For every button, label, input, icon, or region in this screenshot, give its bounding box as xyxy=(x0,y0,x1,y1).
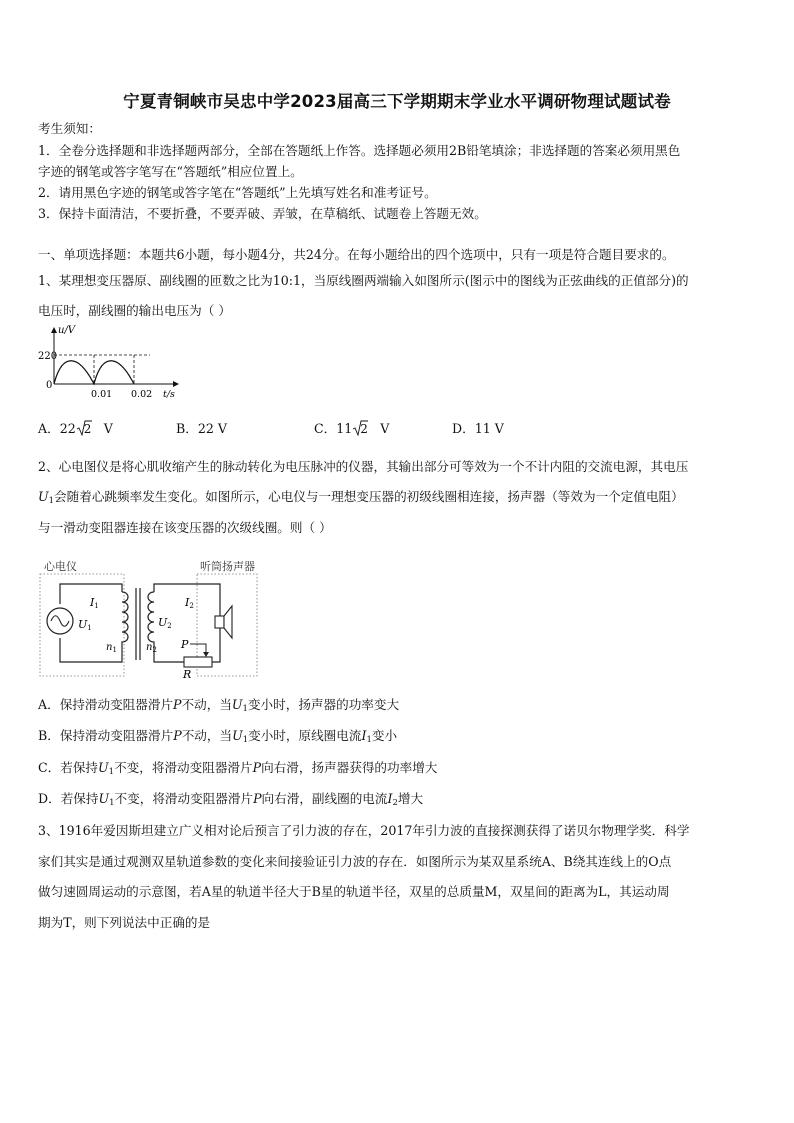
slider-arrow-icon xyxy=(203,652,209,657)
label-p: P xyxy=(181,638,189,651)
ecg-label: 心电仪 xyxy=(44,560,77,573)
section-heading: 一、单项选择题：本题共6小题，每小题4分，共24分。在每小题给出的四个选项中，只有一项是符合题目要求的。 xyxy=(38,247,675,262)
graph-y-tick: 220 xyxy=(38,351,58,362)
graph-x-tick-2: 0.02 xyxy=(131,389,153,400)
secondary-wire-bottom xyxy=(154,652,184,662)
notice-item-1-line-2: 字迹的钢笔或答字笔写在“答题纸”相应位置上。 xyxy=(38,164,303,179)
label-n2: $n_2$ xyxy=(146,642,157,654)
q1-option-a-radicand: 2 xyxy=(83,422,92,436)
q1-stem-line-2: 电压时，副线圈的输出电压为（ ） xyxy=(38,303,231,318)
q1-option-a-prefix: A．22 xyxy=(38,421,76,436)
var-u-sub: 1 xyxy=(48,496,55,506)
label-n1: $n_1$ xyxy=(106,642,117,654)
speaker-label: 听筒扬声器 xyxy=(200,560,255,573)
notice-item-1-line-1: 1．全卷分选择题和非选择题两部分，全部在答题纸上作答。选择题必须用2B铅笔填涂；非选择题的答案必须用黑色 xyxy=(38,143,681,158)
q2-stem-line-2 xyxy=(38,489,684,509)
label-u1: U1 xyxy=(78,618,92,632)
label-i2: I2 xyxy=(185,596,194,610)
label-i1: I1 xyxy=(90,596,99,610)
q2-circuit-diagram xyxy=(38,556,268,682)
primary-coil xyxy=(122,592,128,652)
q1-option-c[interactable] xyxy=(314,421,389,437)
q3-stem-line-4: 期为T，则下列说法中正确的是 xyxy=(38,915,211,930)
label-u2: U2 xyxy=(158,616,172,630)
q2-stem-line-1: 2、心电图仪是将心肌收缩产生的脉动转化为电压脉冲的仪器，其输出部分可等效为一个不计内阻的交流电源，其电压 xyxy=(38,459,689,474)
sqrt-icon xyxy=(76,421,92,437)
sqrt-icon xyxy=(352,421,368,437)
q1-option-a-unit: V xyxy=(103,421,113,436)
rheostat-icon xyxy=(184,657,212,667)
q2-option-a[interactable]: A．保持滑动变阻器滑片P不动，当$U_1$变小时，扬声器的功率变大 xyxy=(38,697,400,714)
q1-option-c-unit: V xyxy=(380,421,390,436)
secondary-wire-right xyxy=(212,640,220,662)
q1-option-b[interactable]: B．22 V xyxy=(176,421,227,436)
q1-option-c-radicand: 2 xyxy=(360,422,368,436)
q1-option-a[interactable] xyxy=(38,421,113,437)
q1-option-c-prefix: C．11 xyxy=(314,421,353,436)
q2-option-c[interactable]: C．若保持$U_1$不变，将滑动变阻器滑片P向右滑，扬声器获得的功率增大 xyxy=(38,760,438,777)
notice-item-3: 3．保持卡面清洁，不要折叠，不要弄破、弄皱，在草稿纸、试题卷上答题无效。 xyxy=(38,206,487,221)
graph-y-label: u/V xyxy=(58,325,76,336)
q2-option-b[interactable]: B．保持滑动变阻器滑片P不动，当$U_1$变小时，原线圈电流$I_1$变小 xyxy=(38,728,398,745)
graph-x-tick-1: 0.01 xyxy=(91,389,113,400)
q1-voltage-graph xyxy=(38,322,188,400)
graph-x-label: t/s xyxy=(163,389,175,400)
var-u: U xyxy=(38,489,49,504)
notice-heading: 考生须知： xyxy=(38,121,101,136)
q2-option-d[interactable]: D．若保持$U_1$不变，将滑动变阻器滑片P向右滑，副线圈的电流$I_2$增大 xyxy=(38,791,424,808)
page-title: 宁夏青铜峡市吴忠中学2023届高三下学期期末学业水平调研物理试题试卷 xyxy=(123,92,671,111)
speaker-body-icon xyxy=(215,616,224,628)
q1-option-d[interactable]: D．11 V xyxy=(452,421,504,436)
speaker-cone-icon xyxy=(224,606,232,638)
q2-stem-line-3: 与一滑动变阻器连接在该变压器的次级线圈。则（ ） xyxy=(38,520,332,535)
q2-stem-line-2-text: 会随着心跳频率发生变化。如图所示，心电仪与一理想变压器的初级线圈相连接，扬声器（等效为一个定值电阻） xyxy=(54,489,684,504)
notice-item-2: 2．请用黑色字迹的钢笔或答字笔在“答题纸”上先填写姓名和准考证号。 xyxy=(38,185,437,200)
label-r: R xyxy=(183,668,192,681)
q3-stem-line-3: 做匀速圆周运动的示意图，若A星的轨道半径大于B星的轨道半径，双星的总质量M，双星间的距离为L，其运动周 xyxy=(38,884,670,899)
graph-origin: 0 xyxy=(46,380,53,391)
q3-stem-line-1: 3、1916年爱因斯坦建立广义相对论后预言了引力波的存在，2017年引力波的直接探测获得了诺贝尔物理学奖．科学 xyxy=(38,823,690,838)
q1-stem-line-1: 1、某理想变压器原、副线圈的匝数之比为10:1，当原线圈两端输入如图所示(图示中的图线为正弦曲线的正值部分)的 xyxy=(38,273,689,288)
q3-stem-line-2: 家们其实是通过观测双星轨道参数的变化来间接验证引力波的存在．如图所示为某双星系统A、B绕其连线上的O点 xyxy=(38,854,672,869)
